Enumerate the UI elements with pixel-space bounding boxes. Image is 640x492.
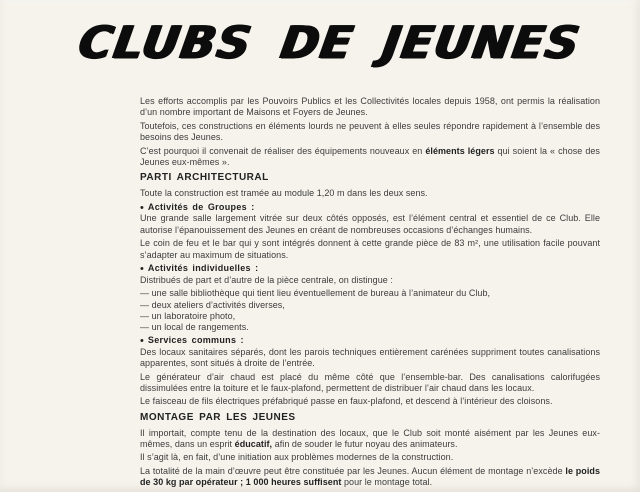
groupes-paragraph-2: Le coin de feu et le bar qui y sont intégrés donnent à cette grande pièce de 83 m², une utilisation facile pouvant s’adapter au maximum de situations. xyxy=(140,238,600,260)
list-item-bibliotheque: — une salle bibliothèque qui tient lieu éventuellement de bureau à l’animateur du Club, xyxy=(140,288,491,299)
services-paragraph-1: Des locaux sanitaires séparés, dont les parois techniques entièrement carénées suppriment toutes canalisations apparentes, sont situés à droite de l’entrée. xyxy=(140,346,600,369)
bullet-heading-label: Activités individuelles : xyxy=(147,263,259,273)
montage-paragraph-3-bold-phrase: le poids de 30 kg par opérateur ; 1 000 heures suffisent xyxy=(140,465,601,488)
intro-paragraph-3-text: C’est pourquoi il convenait de réaliser des équipements nouveaux en xyxy=(140,145,426,156)
montage-paragraph-1-text-after: afin de souder le futur noyau des animateurs. xyxy=(272,438,458,449)
document-body xyxy=(140,96,600,491)
section-heading-montage-par-les-jeunes: MONTAGE PAR LES JEUNES xyxy=(140,411,296,423)
section-heading-parti-architectural: PARTI ARCHITECTURAL xyxy=(140,172,269,184)
intro-paragraph-1: Les efforts accomplis par les Pouvoirs Publics et les Collectivités locales depuis 1958, ont permis la réalisation d’un nombre important de Maisons et Foyers de Jeunes. xyxy=(140,96,600,118)
list-item-laboratoire: — un laboratoire photo, xyxy=(140,310,236,321)
bullet-icon: • xyxy=(140,263,144,275)
montage-paragraph-1-bold-phrase: éducatif, xyxy=(234,438,273,449)
montage-paragraph-1 xyxy=(140,428,600,451)
bullet-heading-services-communs xyxy=(140,335,600,346)
services-paragraph-2: Le générateur d’air chaud est placé du même côté que l’ensemble-bar. Des canalisations calorifugées dissimulées entre la toiture et le faux-plafond, permettent de distribuer l’air chaud dans les locaux. xyxy=(140,371,600,393)
bullet-heading-label: Services communs : xyxy=(147,334,244,345)
bullet-icon: • xyxy=(140,201,144,214)
intro-paragraph-2: Toutefois, ces constructions en éléments lourds ne peuvent à elles seules répondre rapidement à l’ensemble des besoins des Jeunes. xyxy=(140,120,600,143)
bullet-heading-activites-individuelles xyxy=(140,263,600,274)
list-item-ateliers: — deux ateliers d’activités diverses, xyxy=(140,299,285,310)
montage-paragraph-2: Il s’agit là, en fait, d’une initiation aux problèmes modernes de la construction. xyxy=(140,452,454,463)
page-title: CLUBS DE JEUNES xyxy=(75,16,585,69)
intro-paragraph-3-text-after: qui soient la « chose des Jeunes eux-mêmes ». xyxy=(140,145,600,167)
bullet-heading-label: Activités de Groupes : xyxy=(147,201,255,212)
groupes-paragraph-1: Une grande salle largement vitrée sur deux côtés opposés, est l’élément central et essentiel de ce Club. Elle autorise l’épanouissement des Jeunes en créant de nombreuses occasions d’échanges humains. xyxy=(140,213,600,235)
bullet-icon: • xyxy=(140,334,144,347)
module-paragraph: Toute la construction est tramée au module 1,20 m dans les deux sens. xyxy=(140,188,428,199)
list-item-rangements: — un local de rangements. xyxy=(140,322,249,333)
services-paragraph-3: Le faisceau de fils électriques préfabriqué passe en faux-plafond, et descend à l’intérieur des cloisons. xyxy=(140,396,553,407)
individuelles-intro-paragraph: Distribués de part et d’autre de la pièce centrale, on distingue : xyxy=(140,274,393,285)
montage-paragraph-1-text: Il importait, compte tenu de la destination des locaux, que le Club soit monté aisément par les Jeunes eux-mêmes, dans un esprit xyxy=(140,427,600,449)
montage-paragraph-3 xyxy=(140,466,600,489)
intro-paragraph-3 xyxy=(140,146,600,169)
bullet-heading-activites-groupes xyxy=(140,202,600,213)
intro-paragraph-3-bold-phrase: éléments légers xyxy=(425,145,495,156)
montage-paragraph-3-text-after: pour le montage total. xyxy=(341,477,433,488)
montage-paragraph-3-text: La totalité de la main d’œuvre peut être constituée par les Jeunes. Aucun élément de montage n’excède xyxy=(140,465,566,476)
